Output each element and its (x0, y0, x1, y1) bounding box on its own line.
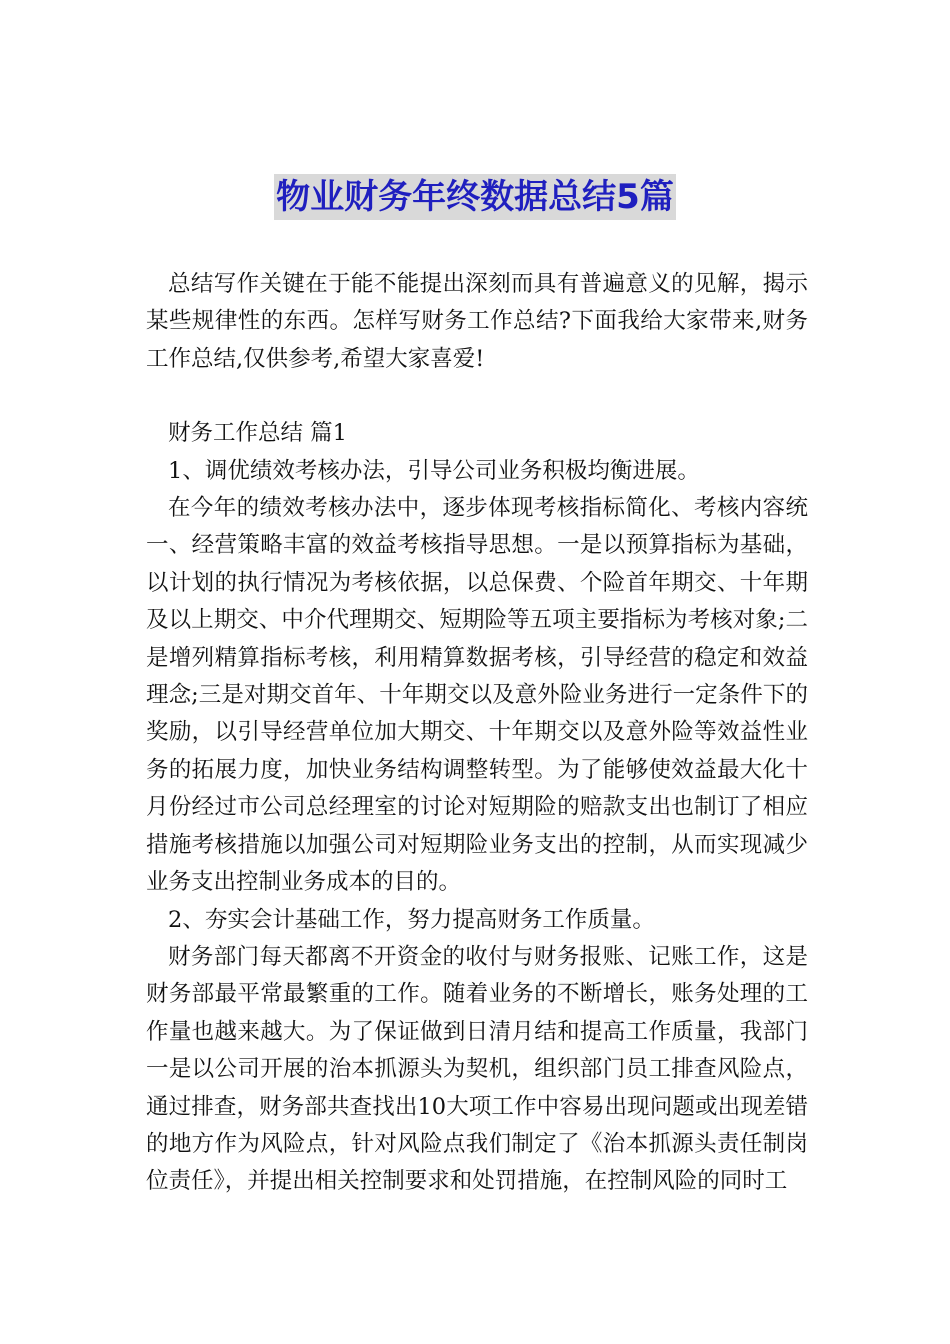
intro-paragraph: 总结写作关键在于能不能提出深刻而具有普遍意义的见解，揭示某些规律性的东西。怎样写财务工作总结?下面我给大家带来,财务工作总结,仅供参考,希望大家喜爱! (146, 271, 808, 372)
body-paragraph-2: 财务部门每天都离不开资金的收付与财务报账、记账工作，这是财务部最平常最繁重的工作。随着业务的不断增长，账务处理的工作量也越来越大。为了保证做到日清月结和提高工作质量，我部门一是以公司开展的治本抓源头为契机，组织部门员工排查风险点，通过排查，财务部共查找出10大项工作中容易出现问题或出现差错的地方作为风险点，针对风险点我们制定了《治本抓源头责任制岗位责任》，并提出相关控制要求和处罚措施，在控制风险的同时工 (146, 943, 808, 1195)
body-paragraph-1: 在今年的绩效考核办法中，逐步体现考核指标简化、考核内容统一、经营策略丰富的效益考核指导思想。一是以预算指标为基础，以计划的执行情况为考核依据，以总保费、个险首年期交、十年期及以上期交、中介代理期交、短期险等五项主要指标为考核对象;二是增列精算指标考核，利用精算数据考核，引导经营的稳定和效益理念;三是对期交首年、十年期交以及意外险业务进行一定条件下的奖励，以引导经营单位加大期交、十年期交以及意外险等效益性业务的拓展力度，加快业务结构调整转型。为了能够使效益最大化十月份经过市公司总经理室的讨论对短期险的赔款支出也制订了相应措施考核措施以加强公司对短期险业务支出的控制，从而实现减少业务支出控制业务成本的目的。 (146, 495, 808, 896)
title-container (0, 174, 950, 220)
paragraph-gap (146, 378, 808, 415)
section-heading: 财务工作总结 篇1 (168, 420, 347, 447)
document-body (146, 266, 808, 1201)
point-heading-1: 1、调优绩效考核办法，引导公司业务积极均衡进展。 (168, 457, 700, 484)
document-title: 物业财务年终数据总结5篇 (274, 174, 676, 220)
point-heading-2: 2、夯实会计基础工作，努力提高财务工作质量。 (168, 906, 655, 933)
